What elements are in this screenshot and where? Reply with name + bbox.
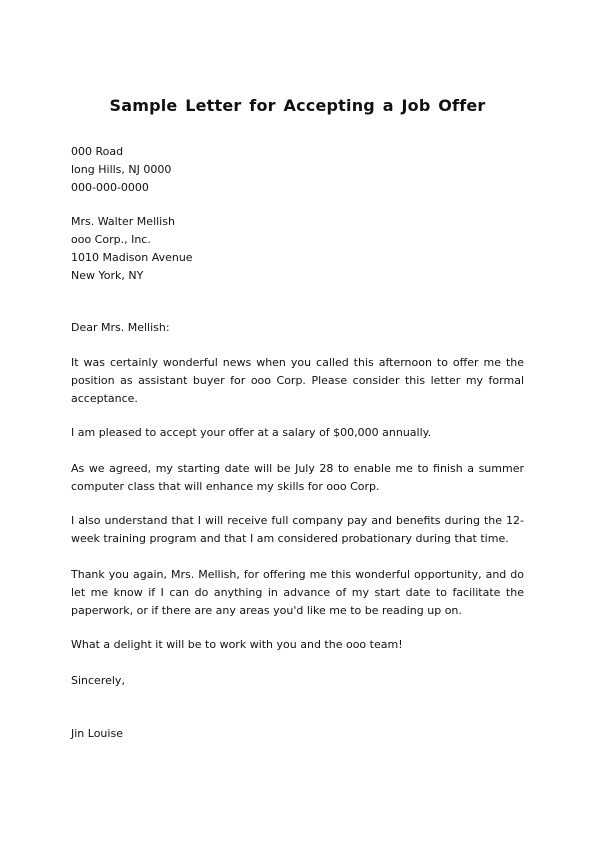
salutation: Dear Mrs. Mellish: bbox=[71, 321, 170, 334]
paragraph-salary: I am pleased to accept your offer at a salary of $00,000 annually. bbox=[71, 426, 432, 439]
sender-city: long Hills, NJ 0000 bbox=[71, 163, 172, 176]
signature-name: Jin Louise bbox=[71, 727, 123, 740]
document-title: Sample Letter for Accepting a Job Offer bbox=[109, 96, 486, 115]
recipient-company: ooo Corp., Inc. bbox=[71, 233, 151, 246]
recipient-name: Mrs. Walter Mellish bbox=[71, 215, 175, 228]
sender-street: 000 Road bbox=[71, 145, 124, 158]
recipient-address bbox=[71, 213, 524, 285]
paragraph-training: I also understand that I will receive full company pay and benefits during the 12-week training program and that I am considered probationary during that time. bbox=[71, 514, 524, 545]
paragraph-thanks: Thank you again, Mrs. Mellish, for offering me this wonderful opportunity, and do let me know if I can do anything in advance of my start date to facilitate the paperwork, or if there are any areas you'd like me to be reading up on. bbox=[71, 568, 524, 617]
sender-phone: 000-000-0000 bbox=[71, 181, 149, 194]
recipient-street: 1010 Madison Avenue bbox=[71, 251, 193, 264]
sender-address bbox=[71, 143, 524, 197]
paragraph-start-date: As we agreed, my starting date will be July 28 to enable me to finish a summer computer class that will enhance my skills for ooo Corp. bbox=[71, 462, 524, 493]
paragraph-delight: What a delight it will be to work with you and the ooo team! bbox=[71, 638, 403, 651]
recipient-city: New York, NY bbox=[71, 269, 144, 282]
closing: Sincerely, bbox=[71, 674, 125, 687]
paragraph-acceptance: It was certainly wonderful news when you called this afternoon to offer me the position as assistant buyer for ooo Corp. Please consider this letter my formal acceptance. bbox=[71, 356, 524, 405]
